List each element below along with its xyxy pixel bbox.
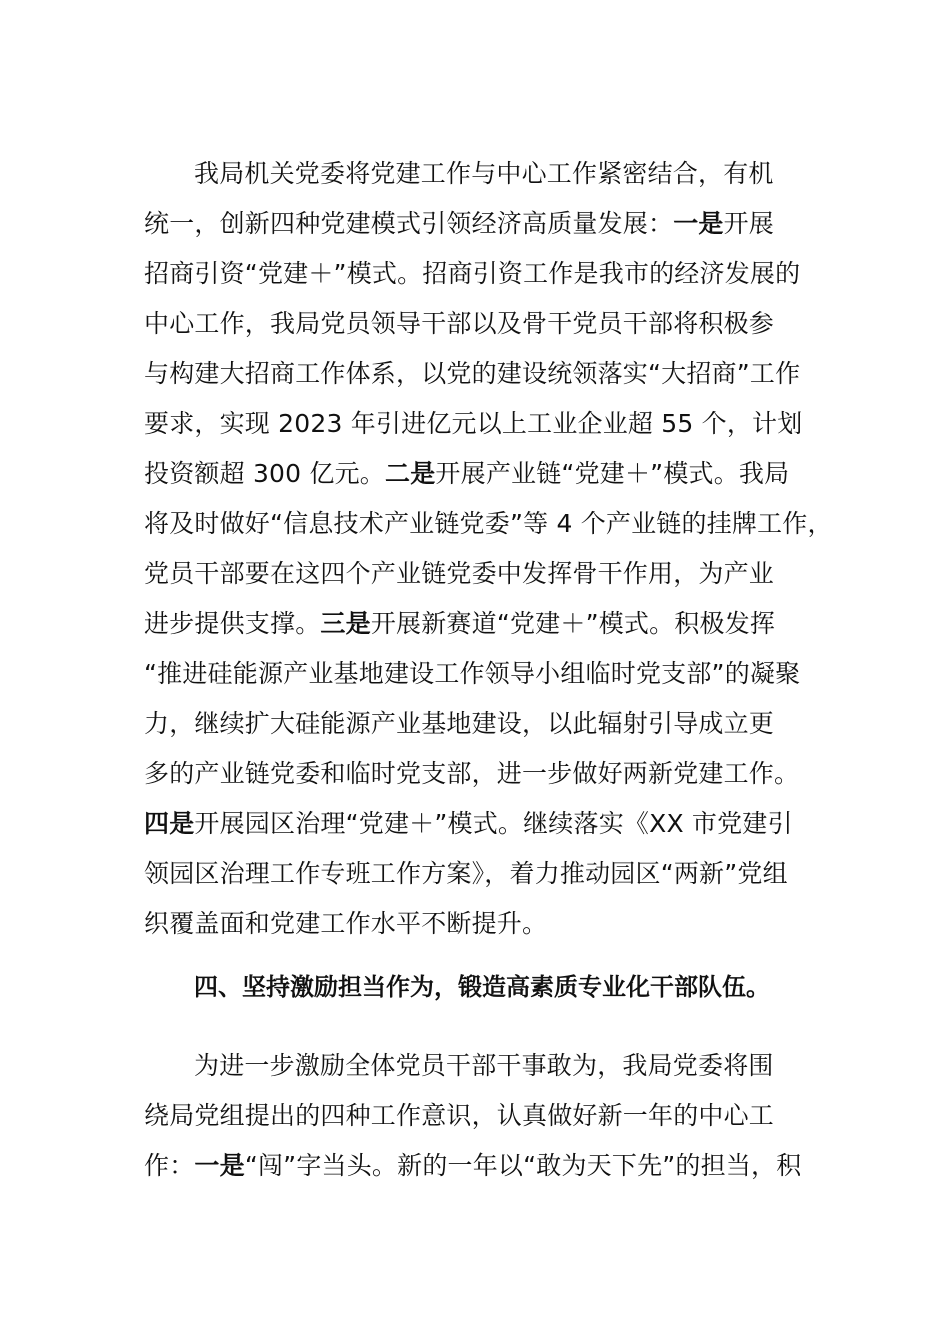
text-run: 为进一步激励全体党员干部干事敢为，我局党委将围 bbox=[194, 1051, 774, 1080]
paragraph-line bbox=[144, 807, 793, 841]
paragraph-line bbox=[144, 857, 788, 891]
text-run: 绕局党组提出的四种工作意识，认真做好新一年的中心工 bbox=[144, 1101, 775, 1130]
text-run: 中心工作，我局党员领导干部以及骨干党员干部将积极参 bbox=[144, 309, 775, 338]
text-run: 力，继续扩大硅能源产业基地建设，以此辐射引导成立更 bbox=[144, 709, 775, 738]
text-run: 与构建大招商工作体系，以党的建设统领落实“大招商”工作 bbox=[144, 359, 801, 388]
text-run: 党员干部要在这四个产业链党委中发挥骨干作用，为产业 bbox=[144, 559, 775, 588]
paragraph-line bbox=[144, 207, 774, 241]
text-run: “闯”字当头。新的一年以“敢为天下先”的担当，积 bbox=[244, 1151, 802, 1180]
paragraph-line bbox=[144, 407, 802, 441]
paragraph-line bbox=[144, 607, 775, 641]
paragraph-line bbox=[194, 1049, 774, 1083]
text-run: 开展产业链“党建＋”模式。我局 bbox=[435, 459, 790, 488]
bold-lead: 一是 bbox=[194, 1151, 245, 1180]
text-run: “推进硅能源产业基地建设工作领导小组临时党支部”的凝聚 bbox=[144, 659, 801, 688]
text-run: 投资额超 300 亿元。 bbox=[144, 459, 386, 488]
bold-lead: 四是 bbox=[144, 809, 195, 838]
bold-lead: 二是 bbox=[385, 459, 436, 488]
text-run: 招商引资“党建＋”模式。招商引资工作是我市的经济发展的 bbox=[144, 259, 801, 288]
text-run: 统一，创新四种党建模式引领经济高质量发展： bbox=[144, 209, 674, 238]
paragraph-line bbox=[144, 757, 799, 791]
paragraph-line bbox=[144, 1149, 801, 1183]
text-run: 织覆盖面和党建工作水平不断提升。 bbox=[144, 909, 548, 938]
paragraph-line bbox=[144, 307, 774, 341]
text-run: 我局机关党委将党建工作与中心工作紧密结合，有机 bbox=[194, 159, 774, 188]
text-run: 开展 bbox=[723, 209, 775, 238]
paragraph-line bbox=[144, 907, 547, 941]
paragraph-line bbox=[144, 557, 774, 591]
text-run: 开展新赛道“党建＋”模式。积极发挥 bbox=[370, 609, 776, 638]
text-run: 开展园区治理“党建＋”模式。继续落实《XX 市党建引 bbox=[194, 809, 793, 838]
paragraph-line bbox=[144, 457, 789, 491]
paragraph-line bbox=[144, 1099, 774, 1133]
paragraph-line bbox=[144, 507, 833, 541]
paragraph-line bbox=[144, 707, 774, 741]
paragraph-line bbox=[144, 257, 800, 291]
section-heading: 四、坚持激励担当作为，锻造高素质专业化干部队伍。 bbox=[194, 973, 770, 1001]
text-run: 多的产业链党委和临时党支部，进一步做好两新党建工作。 bbox=[144, 759, 800, 788]
text-run: 领园区治理工作专班工作方案》，着力推动园区“两新”党组 bbox=[144, 859, 788, 888]
text-run: 将及时做好“信息技术产业链党委”等 4 个产业链的挂牌工作， bbox=[144, 509, 833, 538]
paragraph-line bbox=[144, 657, 800, 691]
text-run: 作： bbox=[144, 1151, 195, 1180]
text-run: 要求，实现 2023 年引进亿元以上工业企业超 55 个，计划 bbox=[144, 409, 803, 438]
text-run: 进步提供支撑。 bbox=[144, 609, 321, 638]
bold-lead: 三是 bbox=[320, 609, 371, 638]
bold-lead: 一是 bbox=[673, 209, 724, 238]
paragraph-line bbox=[144, 357, 800, 391]
paragraph-line bbox=[194, 157, 774, 191]
